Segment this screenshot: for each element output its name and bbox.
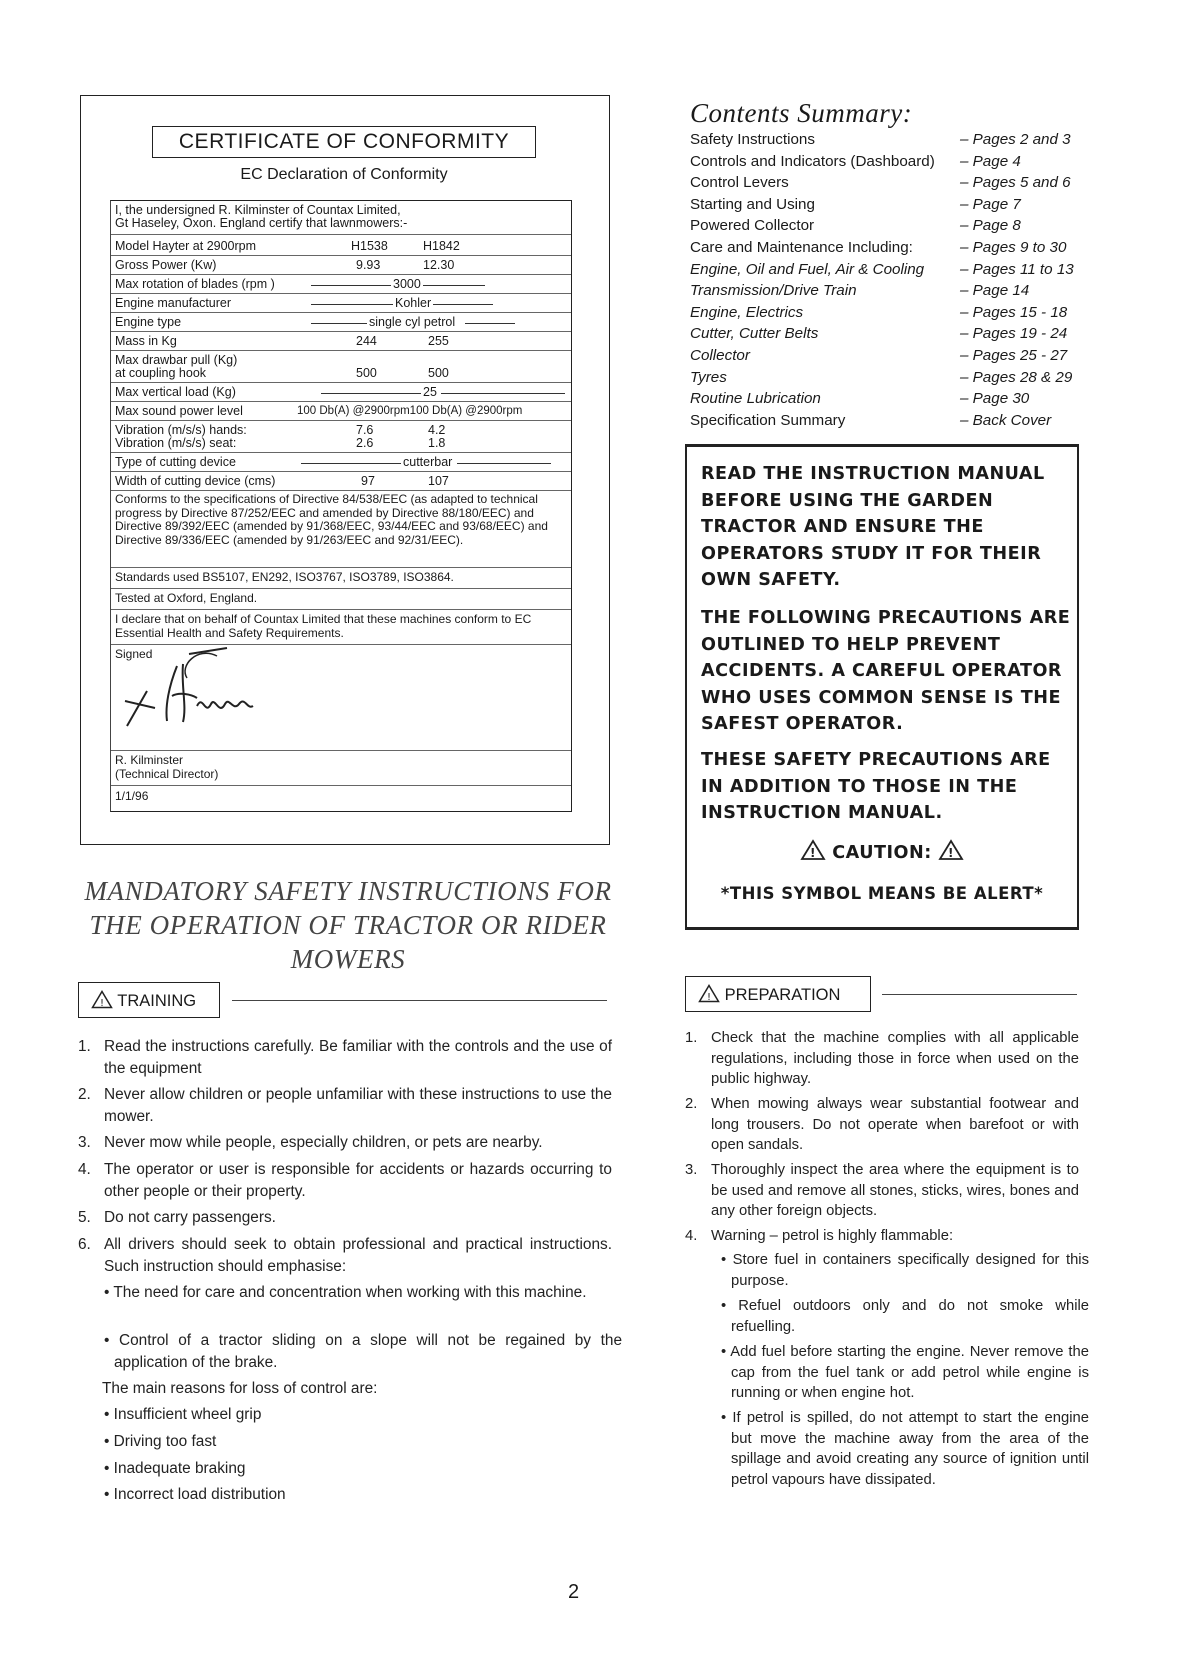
spec-label: Max rotation of blades (rpm ) [115, 277, 275, 291]
bullet-item: • Add fuel before starting the engine. Never remove the cap from the fuel tank or add petrol while engine is running or when engine hot. [721, 1344, 1089, 1401]
signatory-role: (Technical Director) [115, 767, 219, 781]
certificate-title: CERTIFICATE OF CONFORMITY [152, 126, 536, 158]
bullet-item: • Inadequate braking [104, 1460, 246, 1477]
bullet-item: • Store fuel in containers specifically designed for this purpose. [721, 1252, 1089, 1289]
toc-item: Care and Maintenance Including: – Pages 9 to 30 [690, 238, 1067, 256]
training-heading: ! TRAINING [78, 982, 220, 1018]
toc-item: Powered Collector – Page 8 [690, 217, 1021, 235]
standards-line: Standards used BS5107, EN292, ISO3767, ISO3789, ISO3864. [115, 570, 454, 584]
spec-label: Max vertical load (Kg) [115, 385, 236, 399]
spec-label: Mass in Kg [115, 334, 177, 348]
toc-item: Transmission/Drive Train – Page 14 [690, 282, 1030, 300]
spec-label: Model Hayter at 2900rpm [115, 239, 257, 253]
warning-triangle-icon [698, 986, 725, 1004]
spec-label: Vibration (m/s/s) seat: [115, 436, 237, 450]
certificate-subtitle: EC Declaration of Conformity [240, 166, 448, 183]
spec-label: Gross Power (Kw) [115, 258, 217, 272]
alert-line: *THIS SYMBOL MEANS BE ALERT* [720, 884, 1044, 903]
spec-value: H1842 [423, 239, 460, 253]
spec-label: Type of cutting device [115, 455, 236, 469]
spec-value: 12.30 [423, 258, 455, 272]
toc-item: Starting and Using – Page 7 [690, 195, 1021, 213]
toc-item: Controls and Indicators (Dashboard) – Page 4 [690, 152, 1021, 170]
spec-value: 500 [356, 366, 377, 380]
heading-rule [882, 994, 1077, 995]
mandatory-heading: MANDATORY SAFETY INSTRUCTIONS FOR THE OPERATION OF TRACTOR OR RIDER MOWERS [84, 876, 612, 974]
spec-value: Kohler [395, 296, 432, 310]
svg-text:!: ! [809, 846, 816, 860]
caution-label: CAUTION: [832, 843, 932, 863]
spec-label: Engine type [115, 315, 182, 329]
svg-text:!: ! [99, 998, 105, 1009]
warning-triangle-icon [938, 843, 964, 863]
warning-triangle-icon [91, 992, 117, 1010]
toc-item: Collector – Pages 25 - 27 [690, 346, 1068, 364]
spec-value: 1.8 [428, 436, 446, 450]
spec-value: 9.93 [356, 258, 381, 272]
svg-text:!: ! [706, 992, 712, 1003]
spec-value: H1538 [351, 239, 388, 253]
safety-warning-box [685, 444, 1079, 930]
page-number: 2 [568, 1581, 580, 1603]
intro-line: I, the undersigned R. Kilminster of Countax Limited, [115, 203, 401, 217]
certificate-date: 1/1/96 [115, 789, 149, 803]
spec-value: 3000 [393, 277, 421, 291]
svg-text:!: ! [948, 846, 955, 860]
certificate-table [110, 200, 572, 812]
heading-rule [232, 1000, 607, 1001]
spec-value: 4.2 [428, 423, 446, 437]
toc-item: Tyres – Pages 28 & 29 [690, 368, 1073, 386]
spec-value: 255 [428, 334, 449, 348]
spec-value: 107 [428, 474, 449, 488]
spec-value: single cyl petrol [369, 315, 456, 329]
spec-label: Vibration (m/s/s) hands: [115, 423, 247, 437]
signatory-name: R. Kilminster [115, 753, 184, 767]
tested-line: Tested at Oxford, England. [115, 591, 258, 605]
declaration: I declare that on behalf of Countax Limited that these machines conform to EC Essential Health and Safety Requirements. [115, 612, 532, 640]
bullet-item: • Incorrect load distribution [104, 1486, 286, 1503]
signature [117, 646, 277, 733]
spec-label: Engine manufacturer [115, 296, 232, 310]
intro-line: Gt Haseley, Oxon. England certify that lawnmowers:- [115, 216, 408, 230]
toc-item: Specification Summary – Back Cover [690, 411, 1052, 429]
warning-paragraph: THESE SAFETY PRECAUTIONS ARE IN ADDITION TO THOSE IN THE INSTRUCTION MANUAL. [701, 750, 1051, 823]
bullet-item: • Control of a tractor sliding on a slope will not be regained by the application of the brake. [104, 1332, 622, 1371]
spec-label: at coupling hook [115, 366, 207, 380]
contents-list [690, 131, 1080, 433]
spec-value: cutterbar [403, 455, 453, 469]
spec-value: 7.6 [356, 423, 374, 437]
spec-label: Max sound power level [115, 404, 243, 418]
toc-item: Routine Lubrication – Page 30 [690, 390, 1030, 408]
reasons-intro: The main reasons for loss of control are: [102, 1380, 378, 1397]
caution-line [687, 839, 1077, 867]
signed-label: Signed [115, 647, 153, 661]
bullet-item: • If petrol is spilled, do not attempt to start the engine but move the machine away from the area of the spillage and avoid creating any source of ignition until petrol vapours have dissipated. [721, 1410, 1089, 1488]
warning-paragraph: READ THE INSTRUCTION MANUAL BEFORE USING THE GARDEN TRACTOR AND ENSURE THE OPERATORS STUDY IT FOR THEIR OWN SAFETY. [701, 464, 1045, 590]
warning-triangle-icon [800, 843, 833, 863]
bullet-item: • Driving too fast [104, 1433, 217, 1450]
toc-item: Control Levers – Pages 5 and 6 [690, 174, 1071, 192]
spec-value: 25 [423, 385, 437, 399]
preparation-heading: ! PREPARATION [685, 976, 871, 1012]
bullet-item: • Refuel outdoors only and do not smoke while refuelling. [721, 1298, 1089, 1335]
toc-item: Safety Instructions – Pages 2 and 3 [690, 131, 1071, 148]
spec-value: 100 Db(A) @2900rpm100 Db(A) @2900rpm [297, 405, 523, 417]
spec-value: 97 [361, 474, 375, 488]
bullet-item: • Insufficient wheel grip [104, 1406, 262, 1423]
spec-value: 244 [356, 334, 377, 348]
spec-value: 500 [428, 366, 449, 380]
warning-paragraph: THE FOLLOWING PRECAUTIONS ARE OUTLINED TO HELP PREVENT ACCIDENTS. A CAREFUL OPERATOR WHO USES COMMON SENSE IS THE SAFEST OPERATOR. [701, 608, 1071, 734]
conformity-statement: Conforms to the specifications of Directive 84/538/EEC (as adapted to technical progress by Directive 87/252/EEC and amended by Directive 88/180/EEC) and Directive 89/392/EEC (amended by 91/368/EEC, 93/44/EEC and 93/68/EEC) and Directive 89/336/EEC (amended by 91/263/EEC and 92/31/EEC). [115, 492, 548, 547]
spec-value: 2.6 [356, 436, 374, 450]
toc-item: Engine, Electrics – Pages 15 - 18 [690, 303, 1068, 321]
spec-label: Width of cutting device (cms) [115, 474, 276, 488]
bullet-item: • The need for care and concentration when working with this machine. [104, 1284, 587, 1301]
toc-item: Engine, Oil and Fuel, Air & Cooling – Pages 11 to 13 [690, 260, 1074, 278]
contents-title: Contents Summary: [690, 98, 913, 128]
toc-item: Cutter, Cutter Belts – Pages 19 - 24 [690, 325, 1068, 343]
spec-label: Max drawbar pull (Kg) [115, 353, 238, 367]
